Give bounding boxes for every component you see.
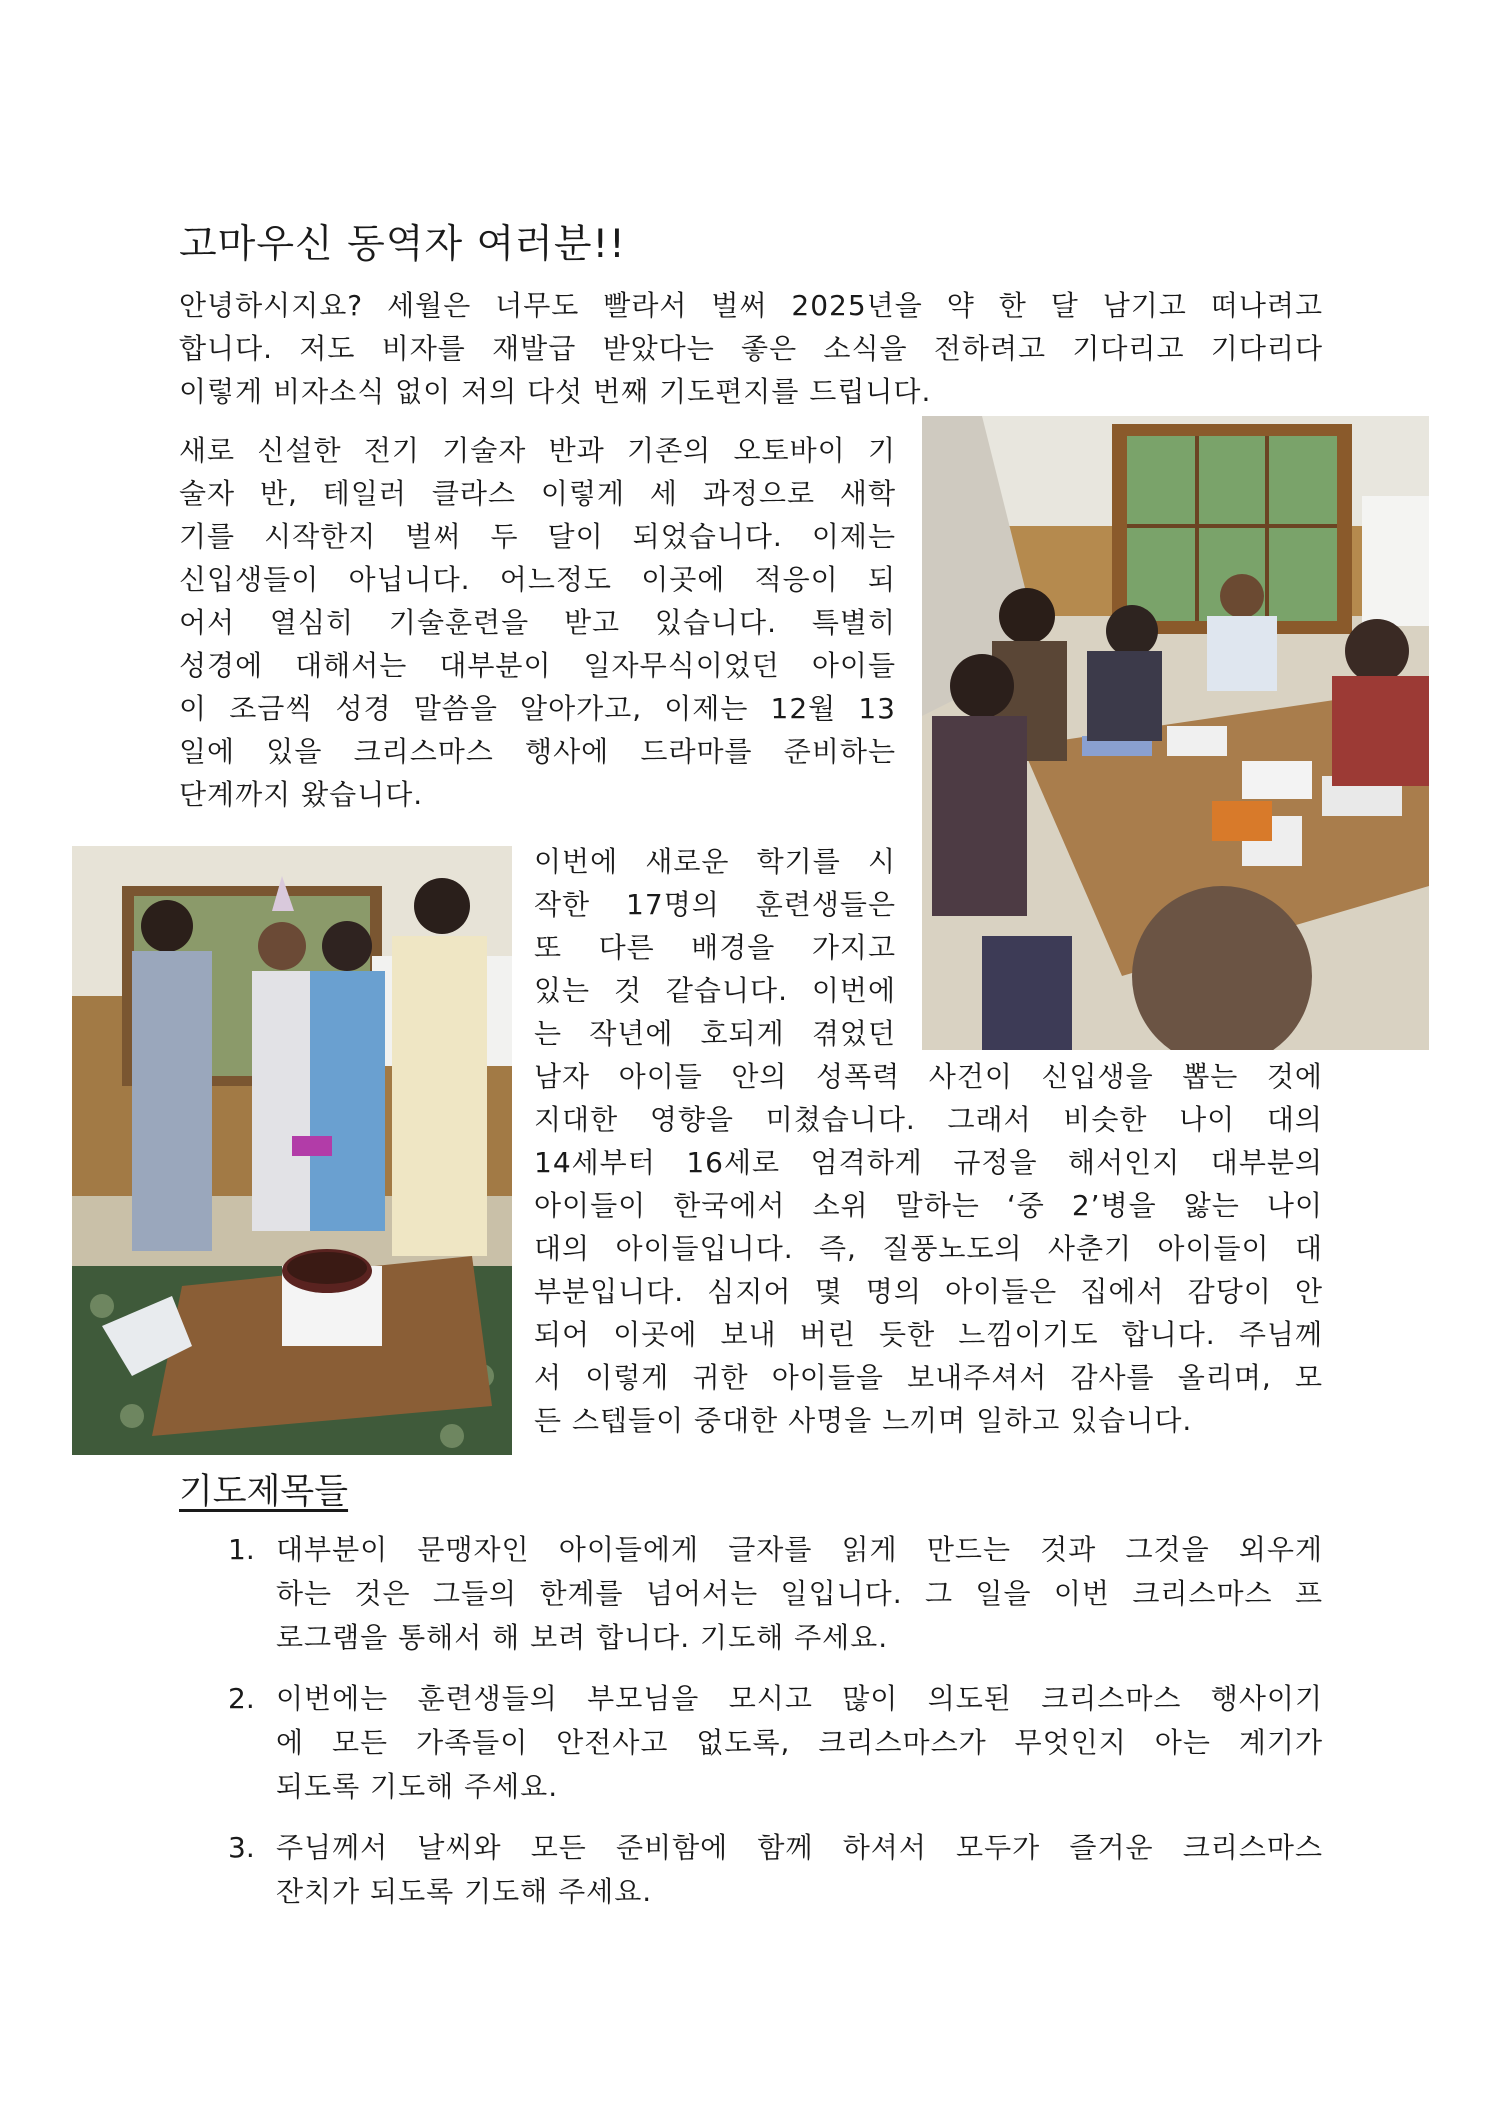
text-line: 일에 있을 크리스마스 행사에 드라마를 준비하는 bbox=[179, 735, 896, 768]
intro-paragraph bbox=[179, 284, 1323, 413]
prayer-line: 로그램을 통해서 해 보려 합니다. 기도해 주세요. bbox=[276, 1621, 889, 1654]
prayer-list bbox=[228, 1528, 1323, 1931]
text-line: 이 조금씩 성경 말씀을 알아가고, 이제는 12월 13 bbox=[179, 692, 896, 725]
trainees-paragraph-narrow bbox=[534, 840, 896, 1055]
text-line: 안녕하시지요? 세월은 너무도 빨라서 벌써 2025년을 약 한 달 남기고 떠나려고 bbox=[179, 289, 1323, 322]
text-line: 부분입니다. 심지어 몇 명의 아이들은 집에서 감당이 안 bbox=[534, 1275, 1323, 1308]
text-line: 서 이렇게 귀한 아이들을 보내주셔서 감사를 올리며, 모 bbox=[534, 1361, 1323, 1394]
text-line: 어서 열심히 기술훈련을 받고 있습니다. 특별히 bbox=[179, 606, 896, 639]
text-line: 새로 신설한 전기 기술자 반과 기존의 오토바이 기 bbox=[179, 434, 896, 467]
prayer-line: 되도록 기도해 주세요. bbox=[276, 1770, 559, 1803]
prayer-number: 2. bbox=[228, 1682, 255, 1715]
text-line: 단계까지 왔습니다. bbox=[179, 778, 424, 811]
classroom-photo bbox=[922, 416, 1429, 1050]
text-line: 술자 반, 테일러 클라스 이렇게 세 과정으로 새학 bbox=[179, 477, 896, 510]
text-line: 이번에 새로운 학기를 시 bbox=[534, 845, 896, 878]
prayer-line: 이번에는 훈련생들의 부모님을 모시고 많이 의도된 크리스마스 행사이기 bbox=[276, 1682, 1323, 1715]
trainees-paragraph-wide bbox=[534, 1055, 1323, 1442]
text-line: 이렇게 비자소식 없이 저의 다섯 번째 기도편지를 드립니다. bbox=[179, 375, 932, 408]
prayer-line: 주님께서 날씨와 모든 준비함에 함께 하셔서 모두가 즐거운 크리스마스 bbox=[276, 1831, 1323, 1864]
prayer-section-title: 기도제목들 bbox=[179, 1472, 349, 1512]
text-line: 대의 아이들입니다. 즉, 질풍노도의 사춘기 아이들이 대 bbox=[534, 1232, 1323, 1265]
text-line: 신입생들이 아닙니다. 어느정도 이곳에 적응이 되 bbox=[179, 563, 896, 596]
text-line: 성경에 대해서는 대부분이 일자무식이었던 아이들 bbox=[179, 649, 896, 682]
text-line: 또 다른 배경을 가지고 bbox=[534, 931, 896, 964]
prayer-line: 잔치가 되도록 기도해 주세요. bbox=[276, 1875, 653, 1908]
text-line: 합니다. 저도 비자를 재발급 받았다는 좋은 소식을 전하려고 기다리고 기다리다 bbox=[179, 332, 1323, 365]
prayer-number: 1. bbox=[228, 1533, 255, 1566]
prayer-line: 하는 것은 그들의 한계를 넘어서는 일입니다. 그 일을 이번 크리스마스 프 bbox=[276, 1577, 1323, 1610]
prayer-item bbox=[228, 1528, 1323, 1660]
prayer-number: 3. bbox=[228, 1831, 255, 1864]
text-line: 든 스텝들이 중대한 사명을 느끼며 일하고 있습니다. bbox=[534, 1404, 1193, 1437]
prayer-line: 대부분이 문맹자인 아이들에게 글자를 읽게 만드는 것과 그것을 외우게 bbox=[276, 1533, 1323, 1566]
text-line: 는 작년에 호되게 겪었던 bbox=[534, 1017, 896, 1050]
text-line: 아이들이 한국에서 소위 말하는 ‘중 2’병을 앓는 나이 bbox=[534, 1189, 1323, 1222]
text-line: 14세부터 16세로 엄격하게 규정을 해서인지 대부분의 bbox=[534, 1146, 1323, 1179]
text-line: 있는 것 같습니다. 이번에 bbox=[534, 974, 896, 1007]
text-line: 지대한 영향을 미쳤습니다. 그래서 비슷한 나이 대의 bbox=[534, 1103, 1323, 1136]
birthday-photo bbox=[72, 846, 512, 1455]
prayer-line: 에 모든 가족들이 안전사고 없도록, 크리스마스가 무엇인지 아는 계기가 bbox=[276, 1726, 1323, 1759]
letter-greeting: 고마우신 동역자 여러분!! bbox=[179, 222, 626, 267]
training-paragraph bbox=[179, 429, 896, 816]
text-line: 남자 아이들 안의 성폭력 사건이 신입생을 뽑는 것에 bbox=[534, 1060, 1323, 1093]
text-line: 되어 이곳에 보내 버린 듯한 느낌이기도 합니다. 주님께 bbox=[534, 1318, 1323, 1351]
prayer-item bbox=[228, 1826, 1323, 1914]
text-line: 작한 17명의 훈련생들은 bbox=[534, 888, 896, 921]
text-line: 기를 시작한지 벌써 두 달이 되었습니다. 이제는 bbox=[179, 520, 896, 553]
prayer-item bbox=[228, 1677, 1323, 1809]
